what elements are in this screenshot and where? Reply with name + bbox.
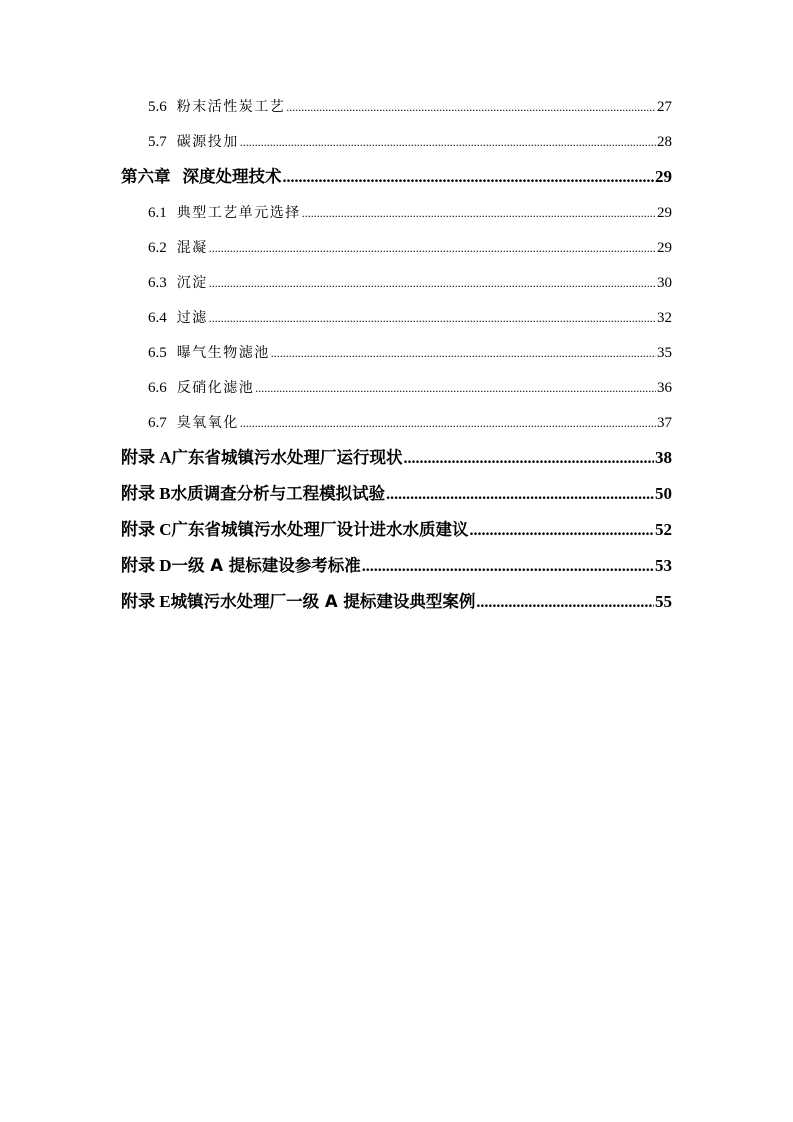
toc-entry-title: 广东省城镇污水处理厂设计进水水质建议 [171, 520, 469, 539]
toc-entry-title: 过滤 [176, 310, 208, 326]
dot-leader [470, 522, 654, 540]
toc-entry-6-2[interactable] [0, 235, 793, 259]
dot-leader [476, 594, 654, 612]
toc-entry-page: 28 [657, 134, 672, 150]
dot-leader [283, 169, 655, 187]
toc-entry-number: 5.7 [148, 134, 167, 150]
dot-leader [209, 276, 656, 291]
toc-entry-page: 50 [655, 484, 672, 503]
toc-entry-title: 曝气生物滤池 [176, 345, 270, 361]
toc-entry-title: 一级 A 提标建设参考标准 [171, 556, 361, 575]
toc-entry-page: 35 [657, 345, 672, 361]
toc-entry-page: 55 [655, 592, 672, 611]
toc-entry-page: 37 [657, 415, 672, 431]
toc-entry-title: 臭氧氧化 [176, 415, 239, 431]
toc-entry-title: 深度处理技术 [182, 167, 282, 186]
toc-entry-number: 6.6 [148, 380, 167, 396]
toc-entry-title: 混凝 [176, 240, 208, 256]
toc-entry-number: 附录 B [121, 484, 171, 503]
dot-leader [209, 241, 656, 256]
toc-entry-5-7[interactable] [0, 129, 793, 153]
dot-leader [240, 416, 656, 431]
toc-entry-appendix-a[interactable] [0, 446, 793, 470]
toc-entry-title: 反硝化滤池 [176, 380, 255, 396]
toc-entry-page: 29 [657, 240, 672, 256]
toc-entry-6-1[interactable] [0, 200, 793, 224]
toc-entry-number: 6.4 [148, 310, 167, 326]
toc-entry-title: 广东省城镇污水处理厂运行现状 [171, 448, 403, 467]
toc-entry-appendix-c[interactable] [0, 518, 793, 542]
dot-leader [240, 135, 656, 150]
dot-leader [271, 346, 656, 361]
toc-entry-page: 38 [655, 448, 672, 467]
toc-entry-6-5[interactable] [0, 340, 793, 364]
toc-entry-page: 30 [657, 275, 672, 291]
toc-entry-page: 52 [655, 520, 672, 539]
dot-leader [209, 311, 656, 326]
toc-entry-number: 6.1 [148, 205, 167, 221]
toc-entry-appendix-b[interactable] [0, 482, 793, 506]
toc-entry-page: 53 [655, 556, 672, 575]
toc-entry-number: 5.6 [148, 99, 167, 115]
toc-entry-6-6[interactable] [0, 375, 793, 399]
toc-entry-appendix-e[interactable] [0, 590, 793, 614]
toc-entry-page: 32 [657, 310, 672, 326]
toc-entry-number: 6.5 [148, 345, 167, 361]
toc-entry-title: 沉淀 [176, 275, 208, 291]
toc-entry-number: 附录 A [121, 448, 172, 467]
toc-entry-number: 6.7 [148, 415, 167, 431]
toc-entry-number: 6.3 [148, 275, 167, 291]
toc-entry-title: 水质调查分析与工程模拟试验 [170, 484, 386, 503]
toc-entry-6-3[interactable] [0, 270, 793, 294]
toc-entry-number: 附录 D [121, 556, 172, 575]
toc-entry-number: 附录 C [121, 520, 172, 539]
toc-entry-title: 碳源投加 [176, 134, 239, 150]
toc-entry-number: 附录 E [121, 592, 171, 611]
dot-leader [302, 206, 656, 221]
toc-entry-title: 城镇污水处理厂一级 A 提标建设典型案例 [170, 592, 476, 611]
toc-entry-number: 第六章 [121, 167, 171, 186]
toc-entry-6-4[interactable] [0, 305, 793, 329]
dot-leader [386, 486, 654, 504]
toc-entry-page: 29 [657, 205, 672, 221]
dot-leader [255, 381, 656, 396]
toc-entry-title: 粉末活性炭工艺 [176, 99, 286, 115]
toc-entry-6-7[interactable] [0, 410, 793, 434]
toc-entry-page: 29 [655, 167, 672, 186]
dot-leader [362, 558, 654, 576]
toc-entry-title: 典型工艺单元选择 [176, 205, 301, 221]
toc-entry-page: 36 [657, 380, 672, 396]
dot-leader [404, 450, 654, 468]
toc-entry-chapter-6[interactable] [0, 165, 793, 189]
toc-entry-appendix-d[interactable] [0, 554, 793, 578]
toc-entry-number: 6.2 [148, 240, 167, 256]
toc-entry-5-6[interactable] [0, 94, 793, 118]
dot-leader [286, 100, 656, 115]
toc-entry-page: 27 [657, 99, 672, 115]
